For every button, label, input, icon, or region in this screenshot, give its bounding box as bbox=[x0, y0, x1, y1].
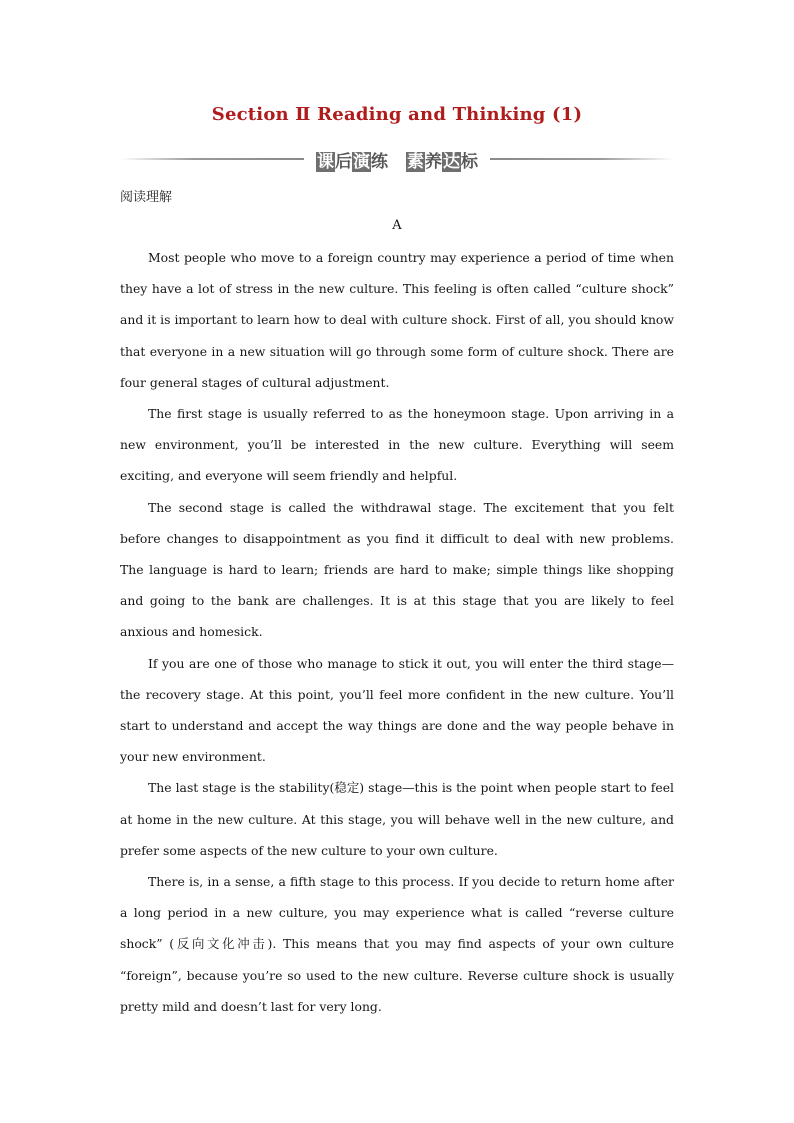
banner-char: 标 bbox=[461, 151, 478, 172]
passage-paragraph: The second stage is called the withdrawal stage. The excitement that you felt before changes to disappointment as you find it difficult to deal with new problems. The language is hard to learn; friends are hard to make; simple things like shopping and going to the bank are challenges. It is at this stage that you are likely to feel anxious and homesick. bbox=[120, 499, 674, 640]
passage-paragraph: The last stage is the stability(稳定) stage—this is the point when people start to feel at home in the new culture. At this stage, you will behave well in the new culture, and prefer some aspects of the new culture to your own culture. bbox=[120, 780, 674, 858]
banner-char: 课 bbox=[317, 151, 334, 172]
banner-label bbox=[304, 147, 490, 172]
banner-group-right bbox=[406, 147, 478, 172]
banner-char: 后 bbox=[335, 151, 352, 172]
banner-group-left bbox=[316, 147, 388, 172]
passage-paragraph: Most people who move to a foreign country may experience a period of time when they have a lot of stress in the new culture. This feeling is often called “culture shock” and it is important to learn how to deal with culture shock. First of all, you should know that everyone in a new situation will go through some form of culture shock. There are four general stages of cultural adjustment. bbox=[120, 250, 674, 390]
passage-paragraph: The first stage is usually referred to as the honeymoon stage. Upon arriving in a new environment, you’ll be interested in the new culture. Everything will seem exciting, and everyone will seem friendly and helpful. bbox=[120, 406, 674, 484]
banner-rule-left bbox=[120, 158, 304, 160]
banner-char: 练 bbox=[371, 151, 388, 172]
banner-char: 达 bbox=[443, 151, 460, 172]
section-banner bbox=[120, 146, 674, 172]
section-label: 阅读理解 bbox=[120, 190, 173, 205]
banner-char: 养 bbox=[425, 151, 442, 172]
page-title: Section Ⅱ Reading and Thinking (1) bbox=[211, 104, 583, 125]
passage-paragraph: If you are one of those who manage to stick it out, you will enter the third stage—the recovery stage. At this point, you’ll feel more confident in the new culture. You’ll start to understand and accept the way things are done and the way people behave in your new environment. bbox=[120, 655, 674, 765]
passage-letter: A bbox=[392, 218, 402, 233]
banner-char: 演 bbox=[353, 151, 370, 172]
passage-paragraph: There is, in a sense, a fifth stage to this process. If you decide to return home after a long period in a new culture, you may experience what is called “reverse culture shock” (反向文化冲击). This means that you may find aspects of your own culture “foreign”, because you’re so used to the new culture. Reverse culture shock is usually pretty mild and doesn’t last for very long. bbox=[120, 874, 674, 1014]
banner-char: 素 bbox=[407, 151, 424, 172]
banner-rule-right bbox=[490, 158, 674, 160]
passage-body bbox=[120, 242, 674, 1022]
